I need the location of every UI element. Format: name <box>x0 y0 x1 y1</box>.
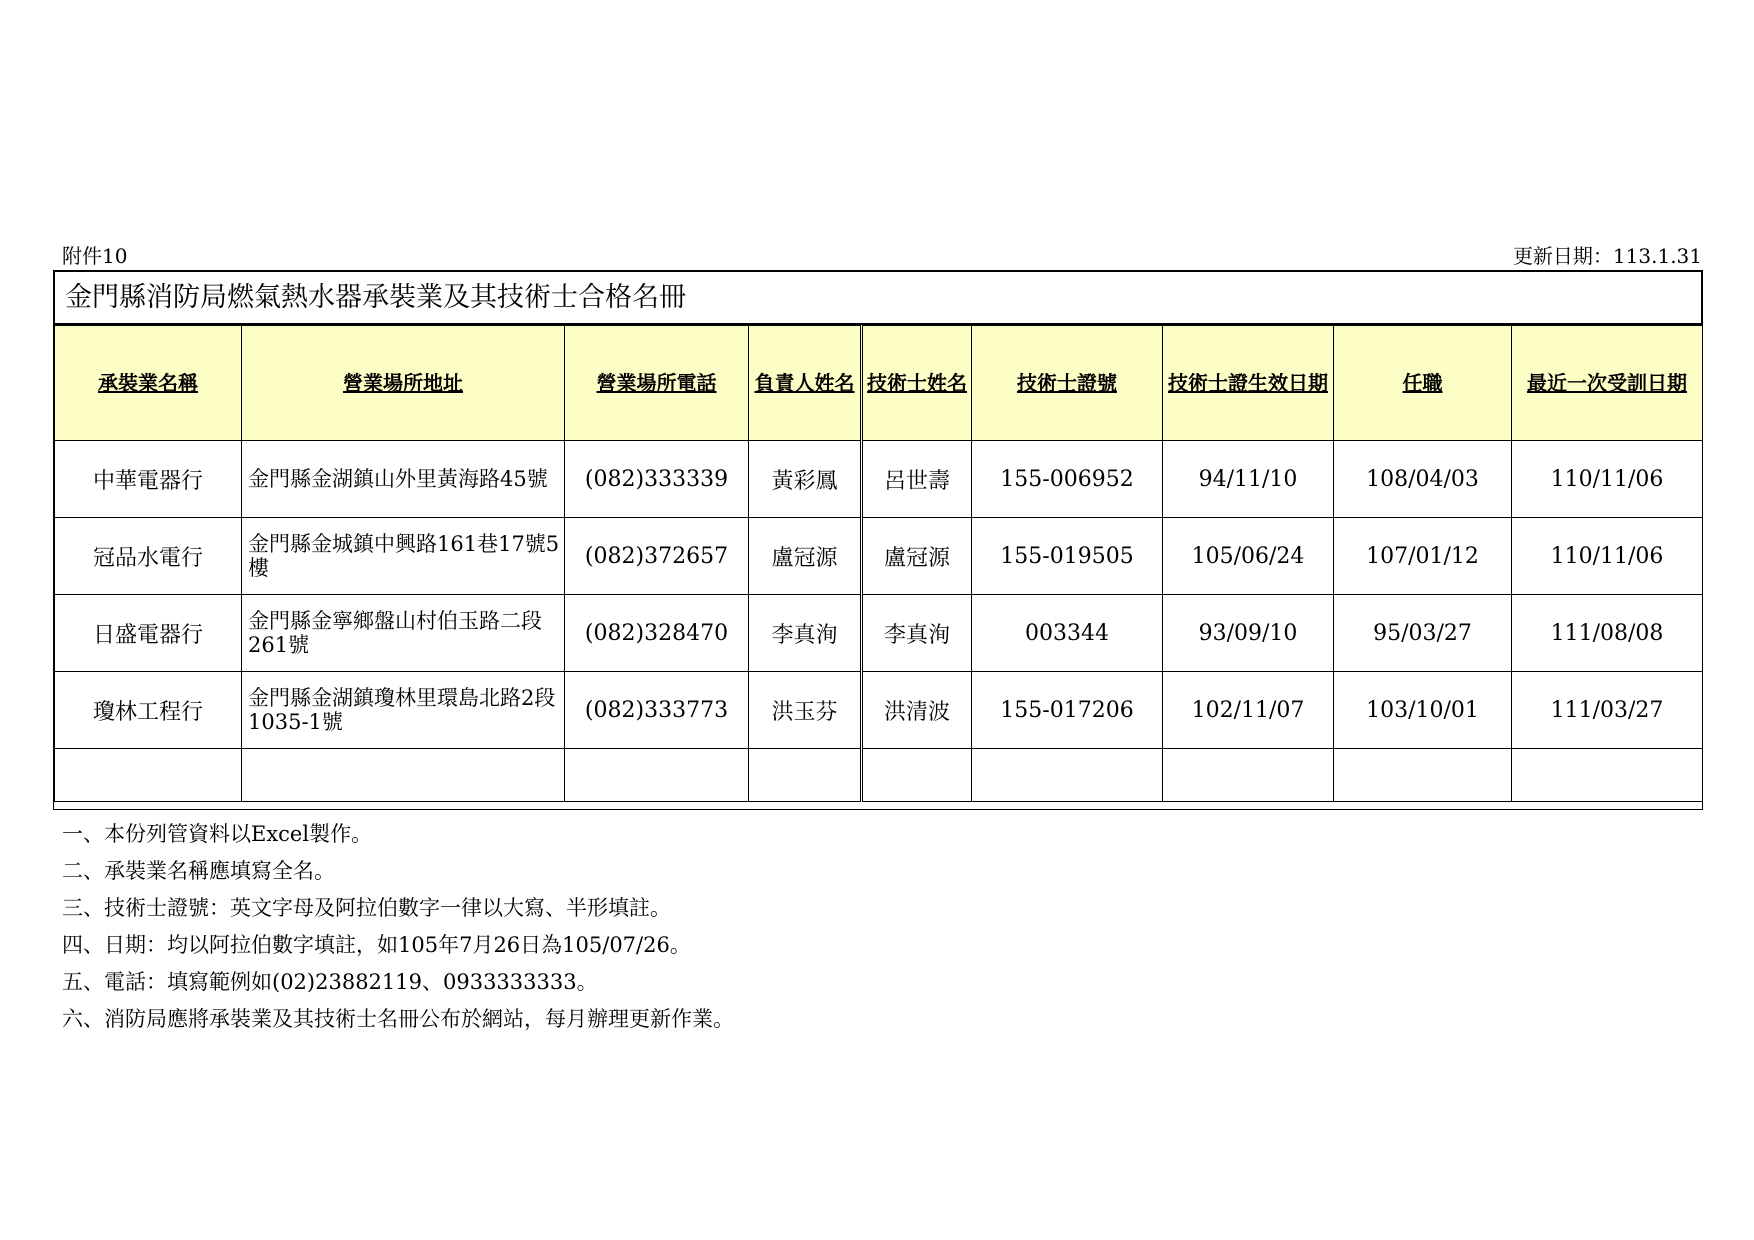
cell-phone: (082)372657 <box>565 518 749 595</box>
empty-cell <box>242 749 565 802</box>
cell-address: 金門縣金城鎮中興路161巷17號5樓 <box>242 518 565 595</box>
col-header-employment: 任職 <box>1334 326 1512 441</box>
cell-training-date: 110/11/06 <box>1512 441 1703 518</box>
empty-cell <box>565 749 749 802</box>
cell-address: 金門縣金湖鎮瓊林里環島北路2段1035-1號 <box>242 672 565 749</box>
top-line <box>62 240 1702 266</box>
cell-technician: 呂世壽 <box>862 441 972 518</box>
table-row <box>55 595 1703 672</box>
cell-license-no: 155-017206 <box>972 672 1163 749</box>
col-header-training-date: 最近一次受訓日期 <box>1512 326 1703 441</box>
empty-cell <box>749 749 862 802</box>
cell-company: 瓊林工程行 <box>55 672 242 749</box>
roster-table <box>54 325 1703 802</box>
cell-effective-date: 94/11/10 <box>1163 441 1334 518</box>
page-title: 金門縣消防局燃氣熱水器承裝業及其技術士合格名冊 <box>54 271 1702 325</box>
cell-phone: (082)328470 <box>565 595 749 672</box>
table-row <box>55 441 1703 518</box>
col-header-phone: 營業場所電話 <box>565 326 749 441</box>
cell-company: 中華電器行 <box>55 441 242 518</box>
attachment-label: 附件10 <box>62 244 128 268</box>
col-header-license-no: 技術士證號 <box>972 326 1163 441</box>
cell-technician: 盧冠源 <box>862 518 972 595</box>
cell-training-date: 111/03/27 <box>1512 672 1703 749</box>
cell-company: 冠品水電行 <box>55 518 242 595</box>
note-item: 二、承裝業名稱應填寫全名。 <box>62 859 335 883</box>
empty-cell <box>1334 749 1512 802</box>
cell-owner: 黃彩鳳 <box>749 441 862 518</box>
col-header-company: 承裝業名稱 <box>55 326 242 441</box>
cell-owner: 盧冠源 <box>749 518 862 595</box>
empty-cell <box>862 749 972 802</box>
col-header-address: 營業場所地址 <box>242 326 565 441</box>
cell-effective-date: 93/09/10 <box>1163 595 1334 672</box>
col-header-owner: 負責人姓名 <box>749 326 862 441</box>
note-item: 六、消防局應將承裝業及其技術士名冊公布於網站，每月辦理更新作業。 <box>62 1007 734 1031</box>
cell-employment: 107/01/12 <box>1334 518 1512 595</box>
note-item: 五、電話：填寫範例如(02)23882119、0933333333。 <box>62 970 598 994</box>
update-date: 更新日期：113.1.31 <box>1512 244 1702 268</box>
notes-list <box>62 816 734 1038</box>
empty-cell <box>1512 749 1703 802</box>
empty-cell <box>55 749 242 802</box>
cell-license-no: 155-006952 <box>972 441 1163 518</box>
table-row <box>55 518 1703 595</box>
cell-license-no: 155-019505 <box>972 518 1163 595</box>
cell-owner: 李真洵 <box>749 595 862 672</box>
cell-effective-date: 105/06/24 <box>1163 518 1334 595</box>
note-item: 三、技術士證號：英文字母及阿拉伯數字一律以大寫、半形填註。 <box>62 896 671 920</box>
empty-cell <box>1163 749 1334 802</box>
cell-phone: (082)333773 <box>565 672 749 749</box>
cell-address: 金門縣金寧鄉盤山村伯玉路二段261號 <box>242 595 565 672</box>
cell-owner: 洪玉芬 <box>749 672 862 749</box>
roster-sheet <box>53 270 1703 810</box>
cell-employment: 95/03/27 <box>1334 595 1512 672</box>
note-item: 一、本份列管資料以Excel製作。 <box>62 822 373 846</box>
blank-row <box>55 749 1703 802</box>
cell-address: 金門縣金湖鎮山外里黃海路45號 <box>242 441 565 518</box>
cell-license-no: 003344 <box>972 595 1163 672</box>
cell-employment: 103/10/01 <box>1334 672 1512 749</box>
header-row <box>55 326 1703 441</box>
cell-employment: 108/04/03 <box>1334 441 1512 518</box>
cell-phone: (082)333339 <box>565 441 749 518</box>
cell-technician: 李真洵 <box>862 595 972 672</box>
cell-company: 日盛電器行 <box>55 595 242 672</box>
cell-training-date: 111/08/08 <box>1512 595 1703 672</box>
cell-training-date: 110/11/06 <box>1512 518 1703 595</box>
cell-technician: 洪清波 <box>862 672 972 749</box>
cell-effective-date: 102/11/07 <box>1163 672 1334 749</box>
col-header-effective-date: 技術士證生效日期 <box>1163 326 1334 441</box>
table-row <box>55 672 1703 749</box>
col-header-technician: 技術士姓名 <box>862 326 972 441</box>
note-item: 四、日期：均以阿拉伯數字填註，如105年7月26日為105/07/26。 <box>62 933 691 957</box>
empty-cell <box>972 749 1163 802</box>
